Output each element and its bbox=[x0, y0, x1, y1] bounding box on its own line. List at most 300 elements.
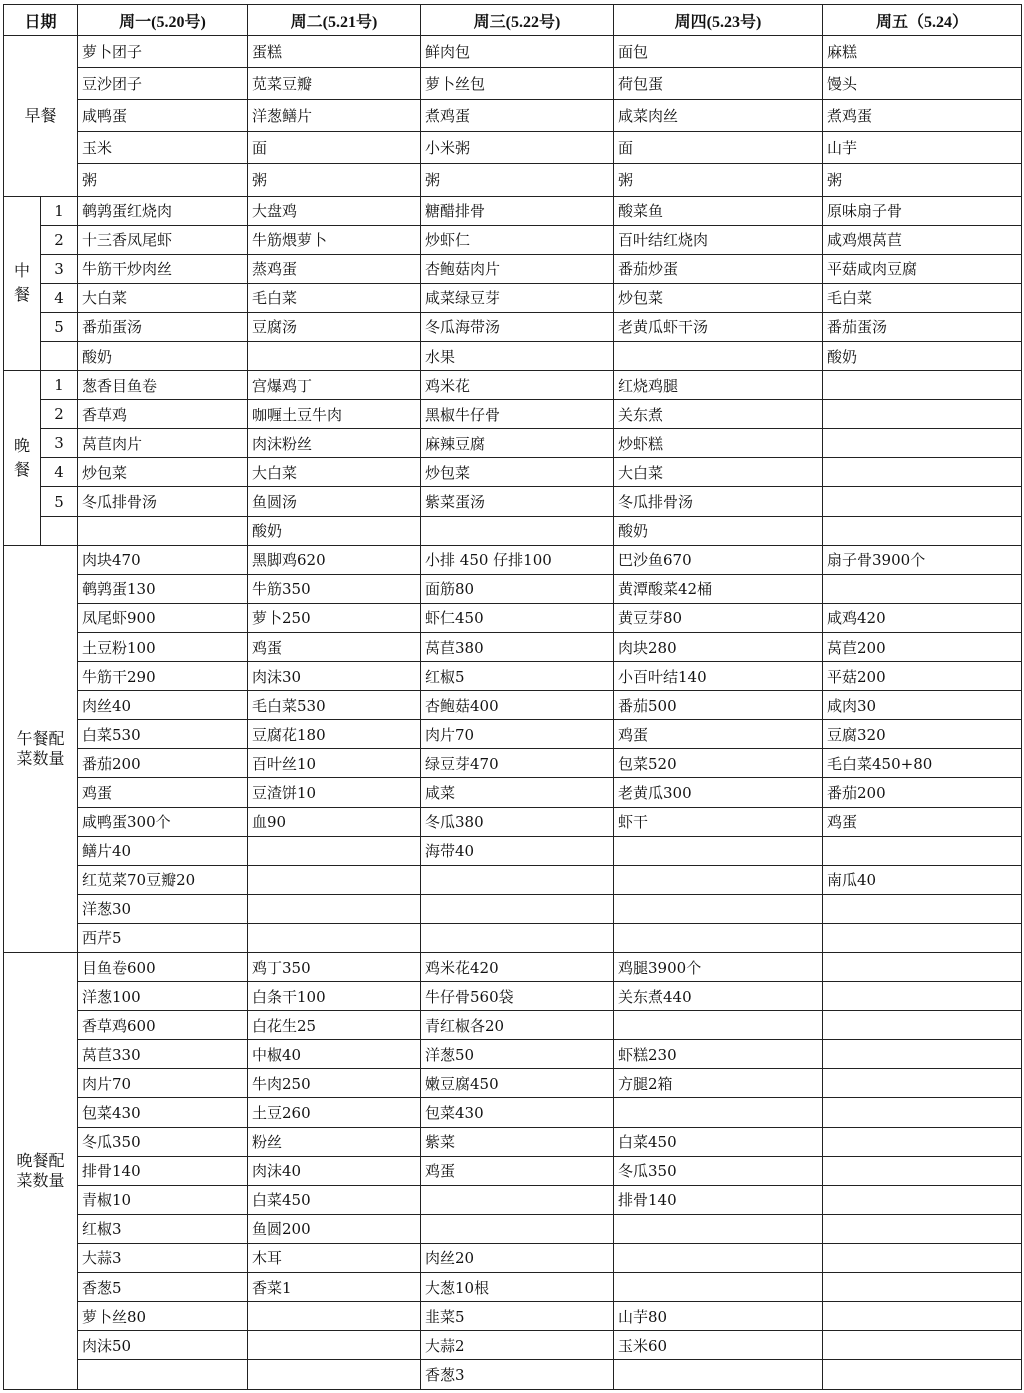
qty-cell: 豆腐花180 bbox=[248, 720, 421, 749]
qty-cell: 洋葱100 bbox=[78, 982, 248, 1011]
dinner-row bbox=[4, 400, 1022, 429]
menu-cell bbox=[248, 342, 421, 371]
qty-cell: 白菜530 bbox=[78, 720, 248, 749]
dish-number: 3 bbox=[41, 254, 78, 283]
qty-cell bbox=[421, 1185, 614, 1214]
qty-cell: 紫菜 bbox=[421, 1127, 614, 1156]
menu-cell: 酸菜鱼 bbox=[614, 196, 823, 225]
qty-cell bbox=[823, 574, 1022, 603]
dinner-qty-section-label: 晚餐配菜数量 bbox=[16, 1150, 65, 1190]
qty-cell: 番茄200 bbox=[823, 778, 1022, 807]
qty-cell: 牛筋350 bbox=[248, 574, 421, 603]
menu-cell: 黑椒牛仔骨 bbox=[421, 400, 614, 429]
qty-cell: 鳝片40 bbox=[78, 836, 248, 865]
lunch-qty-row bbox=[4, 807, 1022, 836]
dinner-row bbox=[4, 371, 1022, 400]
qty-cell: 大葱10根 bbox=[421, 1273, 614, 1302]
breakfast-section-label: 早餐 bbox=[24, 105, 57, 125]
dinner-qty-row bbox=[4, 1098, 1022, 1127]
qty-cell: 小排 450 仔排100 bbox=[421, 545, 614, 574]
breakfast-section bbox=[4, 36, 78, 197]
lunch-qty-section bbox=[4, 545, 78, 952]
dinner-qty-row bbox=[4, 1302, 1022, 1331]
dinner-qty-row bbox=[4, 1040, 1022, 1069]
dinner-qty-row bbox=[4, 982, 1022, 1011]
qty-cell: 莴苣330 bbox=[78, 1040, 248, 1069]
qty-cell: 土豆粉100 bbox=[78, 632, 248, 661]
menu-cell: 百叶结红烧肉 bbox=[614, 225, 823, 254]
lunch-qty-row bbox=[4, 836, 1022, 865]
menu-cell bbox=[421, 516, 614, 545]
qty-cell: 关东煮440 bbox=[614, 982, 823, 1011]
qty-cell bbox=[823, 923, 1022, 952]
qty-cell: 绿豆芽470 bbox=[421, 749, 614, 778]
qty-cell: 肉丝20 bbox=[421, 1243, 614, 1272]
qty-cell: 肉沫50 bbox=[78, 1331, 248, 1360]
qty-cell: 咸肉30 bbox=[823, 691, 1022, 720]
qty-cell: 血90 bbox=[248, 807, 421, 836]
qty-cell: 肉片70 bbox=[421, 720, 614, 749]
lunch-row bbox=[4, 342, 1022, 371]
qty-cell: 鸡丁350 bbox=[248, 952, 421, 981]
lunch-qty-row bbox=[4, 632, 1022, 661]
qty-cell bbox=[823, 1302, 1022, 1331]
menu-cell: 粥 bbox=[823, 164, 1022, 196]
qty-cell: 鹌鹑蛋130 bbox=[78, 574, 248, 603]
qty-cell: 肉片70 bbox=[78, 1069, 248, 1098]
qty-cell: 平菇200 bbox=[823, 662, 1022, 691]
breakfast-row bbox=[4, 100, 1022, 132]
qty-cell: 土豆260 bbox=[248, 1098, 421, 1127]
dish-number: 5 bbox=[41, 487, 78, 516]
menu-cell: 面包 bbox=[614, 36, 823, 68]
menu-cell: 粥 bbox=[248, 164, 421, 196]
menu-cell bbox=[614, 342, 823, 371]
menu-cell: 炒包菜 bbox=[421, 458, 614, 487]
menu-cell: 面 bbox=[614, 132, 823, 164]
menu-cell: 酸奶 bbox=[614, 516, 823, 545]
menu-cell bbox=[823, 371, 1022, 400]
lunch-qty-row bbox=[4, 574, 1022, 603]
menu-cell: 杏鲍菇肉片 bbox=[421, 254, 614, 283]
menu-cell: 原味扇子骨 bbox=[823, 196, 1022, 225]
dinner-qty-row bbox=[4, 1011, 1022, 1040]
menu-cell: 糖醋排骨 bbox=[421, 196, 614, 225]
menu-cell: 蛋糕 bbox=[248, 36, 421, 68]
qty-cell: 豆渣饼10 bbox=[248, 778, 421, 807]
menu-cell: 番茄蛋汤 bbox=[78, 312, 248, 341]
qty-cell: 黄豆芽80 bbox=[614, 603, 823, 632]
menu-cell: 酸奶 bbox=[248, 516, 421, 545]
qty-cell bbox=[248, 894, 421, 923]
qty-cell: 咸鸭蛋300个 bbox=[78, 807, 248, 836]
header-row bbox=[4, 5, 1022, 36]
dinner-qty-section bbox=[4, 952, 78, 1389]
qty-cell: 排骨140 bbox=[614, 1185, 823, 1214]
lunch-qty-section-label: 午餐配菜数量 bbox=[16, 728, 65, 768]
qty-cell: 香葱3 bbox=[421, 1360, 614, 1390]
qty-cell bbox=[823, 1040, 1022, 1069]
qty-cell: 包菜430 bbox=[78, 1098, 248, 1127]
lunch-row bbox=[4, 312, 1022, 341]
qty-cell bbox=[421, 865, 614, 894]
day-header-thu: 周四(5.23号) bbox=[614, 5, 823, 36]
dinner-qty-row bbox=[4, 1331, 1022, 1360]
qty-cell bbox=[823, 1011, 1022, 1040]
qty-cell: 排骨140 bbox=[78, 1156, 248, 1185]
menu-cell bbox=[823, 400, 1022, 429]
lunch-qty-row bbox=[4, 603, 1022, 632]
qty-cell: 冬瓜350 bbox=[614, 1156, 823, 1185]
menu-cell: 莴苣肉片 bbox=[78, 429, 248, 458]
menu-cell: 大白菜 bbox=[248, 458, 421, 487]
menu-cell: 水果 bbox=[421, 342, 614, 371]
menu-cell: 咸菜肉丝 bbox=[614, 100, 823, 132]
menu-cell: 牛筋干炒肉丝 bbox=[78, 254, 248, 283]
menu-cell: 肉沫粉丝 bbox=[248, 429, 421, 458]
qty-cell: 咸鸡420 bbox=[823, 603, 1022, 632]
qty-cell: 萝卜丝80 bbox=[78, 1302, 248, 1331]
qty-cell bbox=[823, 1360, 1022, 1390]
dinner-qty-row bbox=[4, 1214, 1022, 1243]
qty-cell: 白菜450 bbox=[248, 1185, 421, 1214]
qty-cell: 白菜450 bbox=[614, 1127, 823, 1156]
qty-cell bbox=[614, 836, 823, 865]
qty-cell bbox=[614, 923, 823, 952]
qty-cell bbox=[421, 923, 614, 952]
qty-cell bbox=[823, 1331, 1022, 1360]
lunch-qty-row bbox=[4, 923, 1022, 952]
qty-cell: 百叶丝10 bbox=[248, 749, 421, 778]
qty-cell bbox=[248, 836, 421, 865]
dish-number: 1 bbox=[41, 196, 78, 225]
menu-cell: 酸奶 bbox=[78, 342, 248, 371]
qty-cell: 毛白菜450+80 bbox=[823, 749, 1022, 778]
dinner-row bbox=[4, 429, 1022, 458]
qty-cell: 洋葱50 bbox=[421, 1040, 614, 1069]
qty-cell bbox=[614, 894, 823, 923]
dish-number: 3 bbox=[41, 429, 78, 458]
menu-cell: 毛白菜 bbox=[823, 283, 1022, 312]
qty-cell: 红椒3 bbox=[78, 1214, 248, 1243]
qty-cell: 目鱼卷600 bbox=[78, 952, 248, 981]
qty-cell: 肉丝40 bbox=[78, 691, 248, 720]
qty-cell: 毛白菜530 bbox=[248, 691, 421, 720]
qty-cell: 杏鲍菇400 bbox=[421, 691, 614, 720]
lunch-row bbox=[4, 254, 1022, 283]
qty-cell bbox=[248, 1331, 421, 1360]
qty-cell: 虾糕230 bbox=[614, 1040, 823, 1069]
menu-cell: 洋葱鳝片 bbox=[248, 100, 421, 132]
qty-cell: 木耳 bbox=[248, 1243, 421, 1272]
dinner-qty-row bbox=[4, 952, 1022, 981]
qty-cell: 凤尾虾900 bbox=[78, 603, 248, 632]
qty-cell: 鱼圆200 bbox=[248, 1214, 421, 1243]
menu-cell: 粥 bbox=[421, 164, 614, 196]
qty-cell: 鸡蛋 bbox=[78, 778, 248, 807]
qty-cell: 豆腐320 bbox=[823, 720, 1022, 749]
qty-cell bbox=[421, 894, 614, 923]
qty-cell: 洋葱30 bbox=[78, 894, 248, 923]
menu-cell: 咸菜绿豆芽 bbox=[421, 283, 614, 312]
qty-cell: 山芋80 bbox=[614, 1302, 823, 1331]
menu-cell: 冬瓜排骨汤 bbox=[614, 487, 823, 516]
qty-cell: 老黄瓜300 bbox=[614, 778, 823, 807]
menu-cell: 大白菜 bbox=[614, 458, 823, 487]
menu-cell: 粥 bbox=[78, 164, 248, 196]
qty-cell: 香葱5 bbox=[78, 1273, 248, 1302]
qty-cell: 咸菜 bbox=[421, 778, 614, 807]
qty-cell: 牛仔骨560袋 bbox=[421, 982, 614, 1011]
menu-cell: 鹌鹑蛋红烧肉 bbox=[78, 196, 248, 225]
menu-cell: 豆沙团子 bbox=[78, 68, 248, 100]
qty-cell: 青红椒各20 bbox=[421, 1011, 614, 1040]
qty-cell bbox=[823, 1243, 1022, 1272]
lunch-qty-row bbox=[4, 720, 1022, 749]
menu-cell: 荷包蛋 bbox=[614, 68, 823, 100]
qty-cell: 虾干 bbox=[614, 807, 823, 836]
dinner-qty-row bbox=[4, 1127, 1022, 1156]
qty-cell: 鸡米花420 bbox=[421, 952, 614, 981]
qty-cell: 冬瓜350 bbox=[78, 1127, 248, 1156]
dinner-section bbox=[4, 371, 41, 546]
qty-cell: 鸡蛋 bbox=[421, 1156, 614, 1185]
qty-cell: 粉丝 bbox=[248, 1127, 421, 1156]
menu-cell bbox=[823, 487, 1022, 516]
qty-cell: 中椒40 bbox=[248, 1040, 421, 1069]
breakfast-row bbox=[4, 36, 1022, 68]
qty-cell: 海带40 bbox=[421, 836, 614, 865]
qty-cell bbox=[823, 1214, 1022, 1243]
qty-cell bbox=[823, 1273, 1022, 1302]
dish-number: 2 bbox=[41, 225, 78, 254]
qty-cell bbox=[614, 1273, 823, 1302]
dish-number: 5 bbox=[41, 312, 78, 341]
qty-cell bbox=[248, 1302, 421, 1331]
dish-number bbox=[41, 516, 78, 545]
qty-cell bbox=[248, 923, 421, 952]
qty-cell: 鸡蛋 bbox=[248, 632, 421, 661]
dinner-row bbox=[4, 487, 1022, 516]
lunch-qty-row bbox=[4, 749, 1022, 778]
menu-cell: 苋菜豆瓣 bbox=[248, 68, 421, 100]
qty-cell: 鸡蛋 bbox=[823, 807, 1022, 836]
dinner-qty-row bbox=[4, 1156, 1022, 1185]
menu-cell: 馒头 bbox=[823, 68, 1022, 100]
qty-cell: 黑脚鸡620 bbox=[248, 545, 421, 574]
menu-cell: 炒虾糕 bbox=[614, 429, 823, 458]
qty-cell: 鸡腿3900个 bbox=[614, 952, 823, 981]
menu-cell: 平菇咸肉豆腐 bbox=[823, 254, 1022, 283]
qty-cell bbox=[823, 894, 1022, 923]
qty-cell: 冬瓜380 bbox=[421, 807, 614, 836]
dinner-qty-row bbox=[4, 1069, 1022, 1098]
day-header-wed: 周三(5.22号) bbox=[421, 5, 614, 36]
menu-cell: 番茄蛋汤 bbox=[823, 312, 1022, 341]
menu-cell: 宫爆鸡丁 bbox=[248, 371, 421, 400]
qty-cell bbox=[823, 1156, 1022, 1185]
qty-cell: 肉沫30 bbox=[248, 662, 421, 691]
menu-cell: 鸡米花 bbox=[421, 371, 614, 400]
qty-cell: 韭菜5 bbox=[421, 1302, 614, 1331]
qty-cell: 莴苣380 bbox=[421, 632, 614, 661]
dish-number: 4 bbox=[41, 458, 78, 487]
lunch-qty-row bbox=[4, 662, 1022, 691]
menu-cell: 咸鸡煨莴苣 bbox=[823, 225, 1022, 254]
qty-cell bbox=[421, 1214, 614, 1243]
qty-cell bbox=[823, 952, 1022, 981]
menu-cell: 炒包菜 bbox=[614, 283, 823, 312]
dinner-qty-row bbox=[4, 1273, 1022, 1302]
qty-cell: 小百叶结140 bbox=[614, 662, 823, 691]
qty-cell: 番茄200 bbox=[78, 749, 248, 778]
lunch-row bbox=[4, 283, 1022, 312]
qty-cell bbox=[614, 1098, 823, 1127]
menu-cell: 面 bbox=[248, 132, 421, 164]
qty-cell: 萝卜250 bbox=[248, 603, 421, 632]
breakfast-row bbox=[4, 68, 1022, 100]
lunch-section bbox=[4, 196, 41, 371]
menu-cell: 蒸鸡蛋 bbox=[248, 254, 421, 283]
qty-cell: 巴沙鱼670 bbox=[614, 545, 823, 574]
menu-cell: 玉米 bbox=[78, 132, 248, 164]
qty-cell: 嫩豆腐450 bbox=[421, 1069, 614, 1098]
day-header-fri: 周五（5.24） bbox=[823, 5, 1022, 36]
lunch-qty-row bbox=[4, 865, 1022, 894]
menu-cell bbox=[823, 516, 1022, 545]
menu-cell bbox=[78, 516, 248, 545]
menu-cell: 牛筋煨萝卜 bbox=[248, 225, 421, 254]
qty-cell: 黄潭酸菜42桶 bbox=[614, 574, 823, 603]
menu-cell: 萝卜丝包 bbox=[421, 68, 614, 100]
qty-cell: 番茄500 bbox=[614, 691, 823, 720]
qty-cell: 肉块280 bbox=[614, 632, 823, 661]
menu-cell: 紫菜蛋汤 bbox=[421, 487, 614, 516]
menu-cell: 红烧鸡腿 bbox=[614, 371, 823, 400]
qty-cell: 莴苣200 bbox=[823, 632, 1022, 661]
dish-number: 4 bbox=[41, 283, 78, 312]
qty-cell: 红苋菜70豆瓣20 bbox=[78, 865, 248, 894]
menu-cell: 山芋 bbox=[823, 132, 1022, 164]
qty-cell: 牛肉250 bbox=[248, 1069, 421, 1098]
qty-cell: 虾仁450 bbox=[421, 603, 614, 632]
lunch-qty-row bbox=[4, 691, 1022, 720]
menu-cell: 小米粥 bbox=[421, 132, 614, 164]
qty-cell bbox=[823, 836, 1022, 865]
menu-cell: 麻辣豆腐 bbox=[421, 429, 614, 458]
menu-cell: 炒虾仁 bbox=[421, 225, 614, 254]
menu-cell: 大白菜 bbox=[78, 283, 248, 312]
menu-cell: 粥 bbox=[614, 164, 823, 196]
menu-cell: 鱼圆汤 bbox=[248, 487, 421, 516]
qty-cell bbox=[614, 1360, 823, 1390]
lunch-qty-row bbox=[4, 545, 1022, 574]
lunch-qty-row bbox=[4, 778, 1022, 807]
qty-cell: 鸡蛋 bbox=[614, 720, 823, 749]
breakfast-row bbox=[4, 164, 1022, 196]
qty-cell bbox=[823, 1185, 1022, 1214]
qty-cell: 大蒜3 bbox=[78, 1243, 248, 1272]
menu-cell: 酸奶 bbox=[823, 342, 1022, 371]
qty-cell bbox=[823, 982, 1022, 1011]
lunch-row bbox=[4, 196, 1022, 225]
qty-cell bbox=[823, 1069, 1022, 1098]
qty-cell: 香菜1 bbox=[248, 1273, 421, 1302]
dish-number: 1 bbox=[41, 371, 78, 400]
menu-body bbox=[4, 36, 1022, 1390]
menu-cell: 麻糕 bbox=[823, 36, 1022, 68]
lunch-row bbox=[4, 225, 1022, 254]
menu-cell: 咸鸭蛋 bbox=[78, 100, 248, 132]
dinner-qty-row bbox=[4, 1185, 1022, 1214]
qty-cell: 南瓜40 bbox=[823, 865, 1022, 894]
qty-cell: 肉沫40 bbox=[248, 1156, 421, 1185]
qty-cell bbox=[614, 865, 823, 894]
qty-cell bbox=[248, 1360, 421, 1390]
lunch-section-label: 中餐 bbox=[14, 261, 31, 305]
weekly-menu-table bbox=[3, 4, 1022, 1390]
dinner-section-label: 晚餐 bbox=[14, 435, 31, 479]
menu-cell: 毛白菜 bbox=[248, 283, 421, 312]
menu-cell: 葱香目鱼卷 bbox=[78, 371, 248, 400]
lunch-qty-row bbox=[4, 894, 1022, 923]
qty-cell: 香草鸡600 bbox=[78, 1011, 248, 1040]
menu-cell: 大盘鸡 bbox=[248, 196, 421, 225]
menu-cell bbox=[823, 458, 1022, 487]
qty-cell bbox=[614, 1011, 823, 1040]
qty-cell bbox=[614, 1214, 823, 1243]
menu-cell: 老黄瓜虾干汤 bbox=[614, 312, 823, 341]
qty-cell bbox=[248, 865, 421, 894]
qty-cell: 包菜430 bbox=[421, 1098, 614, 1127]
menu-cell: 鲜肉包 bbox=[421, 36, 614, 68]
qty-cell bbox=[823, 1127, 1022, 1156]
menu-cell: 咖喱土豆牛肉 bbox=[248, 400, 421, 429]
qty-cell: 玉米60 bbox=[614, 1331, 823, 1360]
qty-cell: 大蒜2 bbox=[421, 1331, 614, 1360]
day-header-mon: 周一(5.20号) bbox=[78, 5, 248, 36]
dinner-qty-row bbox=[4, 1243, 1022, 1272]
qty-cell: 白条干100 bbox=[248, 982, 421, 1011]
menu-cell: 冬瓜海带汤 bbox=[421, 312, 614, 341]
qty-cell: 白花生25 bbox=[248, 1011, 421, 1040]
dish-number: 2 bbox=[41, 400, 78, 429]
menu-cell bbox=[823, 429, 1022, 458]
menu-cell: 炒包菜 bbox=[78, 458, 248, 487]
menu-cell: 冬瓜排骨汤 bbox=[78, 487, 248, 516]
breakfast-row bbox=[4, 132, 1022, 164]
qty-cell bbox=[823, 1098, 1022, 1127]
qty-cell: 肉块470 bbox=[78, 545, 248, 574]
dinner-row bbox=[4, 458, 1022, 487]
menu-cell: 番茄炒蛋 bbox=[614, 254, 823, 283]
qty-cell: 扇子骨3900个 bbox=[823, 545, 1022, 574]
qty-cell: 青椒10 bbox=[78, 1185, 248, 1214]
day-header-tue: 周二(5.21号) bbox=[248, 5, 421, 36]
menu-cell: 豆腐汤 bbox=[248, 312, 421, 341]
qty-cell: 牛筋干290 bbox=[78, 662, 248, 691]
menu-cell: 煮鸡蛋 bbox=[421, 100, 614, 132]
qty-cell bbox=[78, 1360, 248, 1390]
menu-cell: 十三香凤尾虾 bbox=[78, 225, 248, 254]
qty-cell: 包菜520 bbox=[614, 749, 823, 778]
qty-cell bbox=[614, 1243, 823, 1272]
qty-cell: 面筋80 bbox=[421, 574, 614, 603]
qty-cell: 西芹5 bbox=[78, 923, 248, 952]
date-header: 日期 bbox=[4, 5, 78, 36]
dish-number bbox=[41, 342, 78, 371]
dinner-row bbox=[4, 516, 1022, 545]
